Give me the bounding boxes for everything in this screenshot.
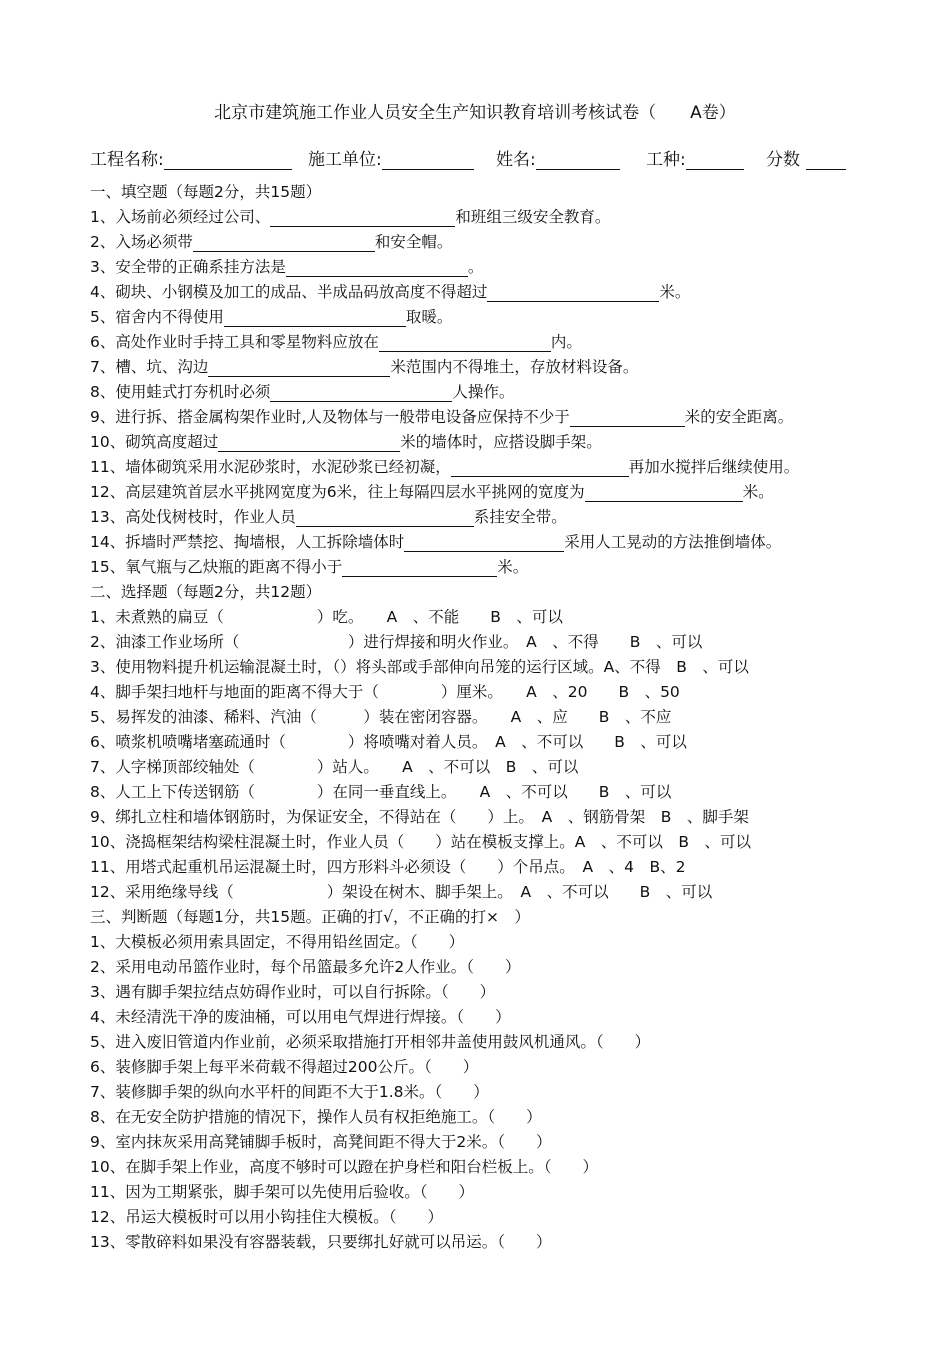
unit-field xyxy=(308,145,474,170)
fill-item: 9、进行拆、搭金属构架作业时,人及物体与一般带电设备应保持不少于 米的安全距离。 xyxy=(90,408,794,426)
fill-item: 15、氧气瓶与乙炔瓶的距离不得小于 米。 xyxy=(90,558,529,576)
judge-item: 7、装修脚手架的纵向水平杆的间距不大于1.8米。（ ） xyxy=(90,1083,489,1101)
section-judge-heading: 三、判断题（每题1分，共15题。正确的打√，不正确的打× ） xyxy=(90,908,530,926)
answer-blank[interactable] xyxy=(286,260,468,277)
choice-item: 8、人工上下传送钢筋（ ）在同一垂直线上。 A 、不可以 B 、可以 xyxy=(90,783,672,801)
score-label: 分数 xyxy=(766,150,800,170)
page-title: 北京市建筑施工作业人员安全生产知识教育培训考核试卷（ A卷） xyxy=(214,103,736,123)
header-fields xyxy=(90,145,880,173)
unit-blank[interactable] xyxy=(382,151,474,170)
fill-item: 12、高层建筑首层水平挑网宽度为6米，往上每隔四层水平挑网的宽度为 米。 xyxy=(90,483,774,501)
answer-blank[interactable] xyxy=(208,360,390,377)
fill-item: 5、宿舍内不得使用 取暖。 xyxy=(90,308,453,326)
choice-item: 7、人字梯顶部绞轴处（ ）站人。 A 、不可以 B 、可以 xyxy=(90,758,579,776)
choice-item: 2、油漆工作业场所（ ）进行焊接和明火作业。 A 、不得 B 、可以 xyxy=(90,633,703,651)
judge-item: 1、大模板必须用索具固定，不得用铅丝固定。（ ） xyxy=(90,933,465,951)
fill-item: 6、高处作业时手持工具和零星物料应放在 内。 xyxy=(90,333,582,351)
choice-item: 6、喷浆机喷嘴堵塞疏通时（ ）将喷嘴对着人员。 A 、不可以 B 、可以 xyxy=(90,733,687,751)
judge-item: 8、在无安全防护措施的情况下，操作人员有权拒绝施工。（ ） xyxy=(90,1108,542,1126)
choice-item: 1、未煮熟的扁豆（ ）吃。 A 、不能 B 、可以 xyxy=(90,608,563,626)
fill-item: 2、入场必须带 和安全帽。 xyxy=(90,233,453,251)
name-blank[interactable] xyxy=(536,151,620,170)
unit-label: 施工单位: xyxy=(308,150,382,170)
name-label: 姓名: xyxy=(496,150,536,170)
fill-item: 4、砌块、小钢模及加工的成品、半成品码放高度不得超过 米。 xyxy=(90,283,691,301)
answer-blank[interactable] xyxy=(487,285,659,302)
fill-item: 1、入场前必须经过公司、 和班组三级安全教育。 xyxy=(90,208,611,226)
choice-item: 3、使用物料提升机运输混凝土时，（）将头部或手部伸向吊笼的运行区域。A、不得 B 、可以 xyxy=(90,658,749,676)
choice-item: 4、脚手架扫地杆与地面的距离不得大于（ ）厘米。 A 、20 B 、50 xyxy=(90,683,680,701)
section-choice-heading: 二、选择题（每题2分，共12题） xyxy=(90,583,322,601)
choice-item: 10、浇捣框架结构梁柱混凝土时，作业人员（ ）站在模板支撑上。A 、不可以 B 、可以 xyxy=(90,833,751,851)
fill-item: 13、高处伐树枝时，作业人员 系挂安全带。 xyxy=(90,508,567,526)
judge-item: 13、零散碎料如果没有容器装载，只要绑扎好就可以吊运。（ ） xyxy=(90,1233,552,1251)
answer-blank[interactable] xyxy=(270,210,455,227)
fill-item: 8、使用蛙式打夯机时必须 人操作。 xyxy=(90,383,515,401)
answer-blank[interactable] xyxy=(570,410,685,427)
answer-blank[interactable] xyxy=(342,560,497,577)
answer-blank[interactable] xyxy=(379,335,551,352)
answer-blank[interactable] xyxy=(224,310,406,327)
judge-item: 3、遇有脚手架拉结点妨碍作业时，可以自行拆除。（ ） xyxy=(90,983,496,1001)
fill-item: 11、墙体砌筑采用水泥砂浆时，水泥砂浆已经初凝， 再加水搅拌后继续使用。 xyxy=(90,458,800,476)
answer-blank[interactable] xyxy=(451,460,629,477)
answer-blank[interactable] xyxy=(585,485,743,502)
choice-item: 5、易挥发的油漆、稀料、汽油（ ）装在密闭容器。 A 、应 B 、不应 xyxy=(90,708,672,726)
answer-blank[interactable] xyxy=(404,535,564,552)
judge-item: 11、因为工期紧张，脚手架可以先使用后验收。（ ） xyxy=(90,1183,474,1201)
judge-item: 10、在脚手架上作业，高度不够时可以蹬在护身栏和阳台栏板上。（ ） xyxy=(90,1158,598,1176)
answer-blank[interactable] xyxy=(218,435,400,452)
choice-item: 9、绑扎立柱和墙体钢筋时，为保证安全，不得站在（ ）上。 A 、钢筋骨架 B 、脚手架 xyxy=(90,808,749,826)
project-label: 工程名称: xyxy=(90,150,164,170)
judge-item: 6、装修脚手架上每平米荷载不得超过200公斤。（ ） xyxy=(90,1058,479,1076)
project-blank[interactable] xyxy=(164,151,292,170)
score-field xyxy=(766,145,846,170)
judge-item: 4、未经清洗干净的废油桶，可以用电气焊进行焊接。（ ） xyxy=(90,1008,511,1026)
trade-blank[interactable] xyxy=(686,151,744,170)
judge-item: 5、进入废旧管道内作业前，必须采取措施打开相邻井盖使用鼓风机通风。（ ） xyxy=(90,1033,651,1051)
name-field xyxy=(496,145,620,170)
fill-item: 3、安全带的正确系挂方法是 。 xyxy=(90,258,484,276)
judge-item: 9、室内抹灰采用高凳铺脚手板时，高凳间距不得大于2米。（ ） xyxy=(90,1133,552,1151)
fill-item: 7、槽、坑、沟边 米范围内不得堆土，存放材料设备。 xyxy=(90,358,639,376)
fill-item: 10、砌筑高度超过 米的墙体时，应搭设脚手架。 xyxy=(90,433,602,451)
project-field xyxy=(90,145,292,170)
judge-item: 12、吊运大模板时可以用小钩挂住大模板。（ ） xyxy=(90,1208,443,1226)
trade-field xyxy=(646,145,744,170)
answer-blank[interactable] xyxy=(193,235,375,252)
choice-item: 11、用塔式起重机吊运混凝土时，四方形料斗必须设（ ）个吊点。 A 、4 B、2 xyxy=(90,858,686,876)
answer-blank[interactable] xyxy=(270,385,452,402)
judge-item: 2、采用电动吊篮作业时，每个吊篮最多允许2人作业。（ ） xyxy=(90,958,521,976)
score-blank[interactable] xyxy=(806,151,846,170)
trade-label: 工种: xyxy=(646,150,686,170)
answer-blank[interactable] xyxy=(296,510,474,527)
choice-item: 12、采用绝缘导线（ ）架设在树木、脚手架上。 A 、不可以 B 、可以 xyxy=(90,883,713,901)
fill-item: 14、拆墙时严禁挖、掏墙根，人工拆除墙体时 采用人工晃动的方法推倒墙体。 xyxy=(90,533,782,551)
section-fill-heading: 一、填空题（每题2分，共15题） xyxy=(90,183,322,201)
